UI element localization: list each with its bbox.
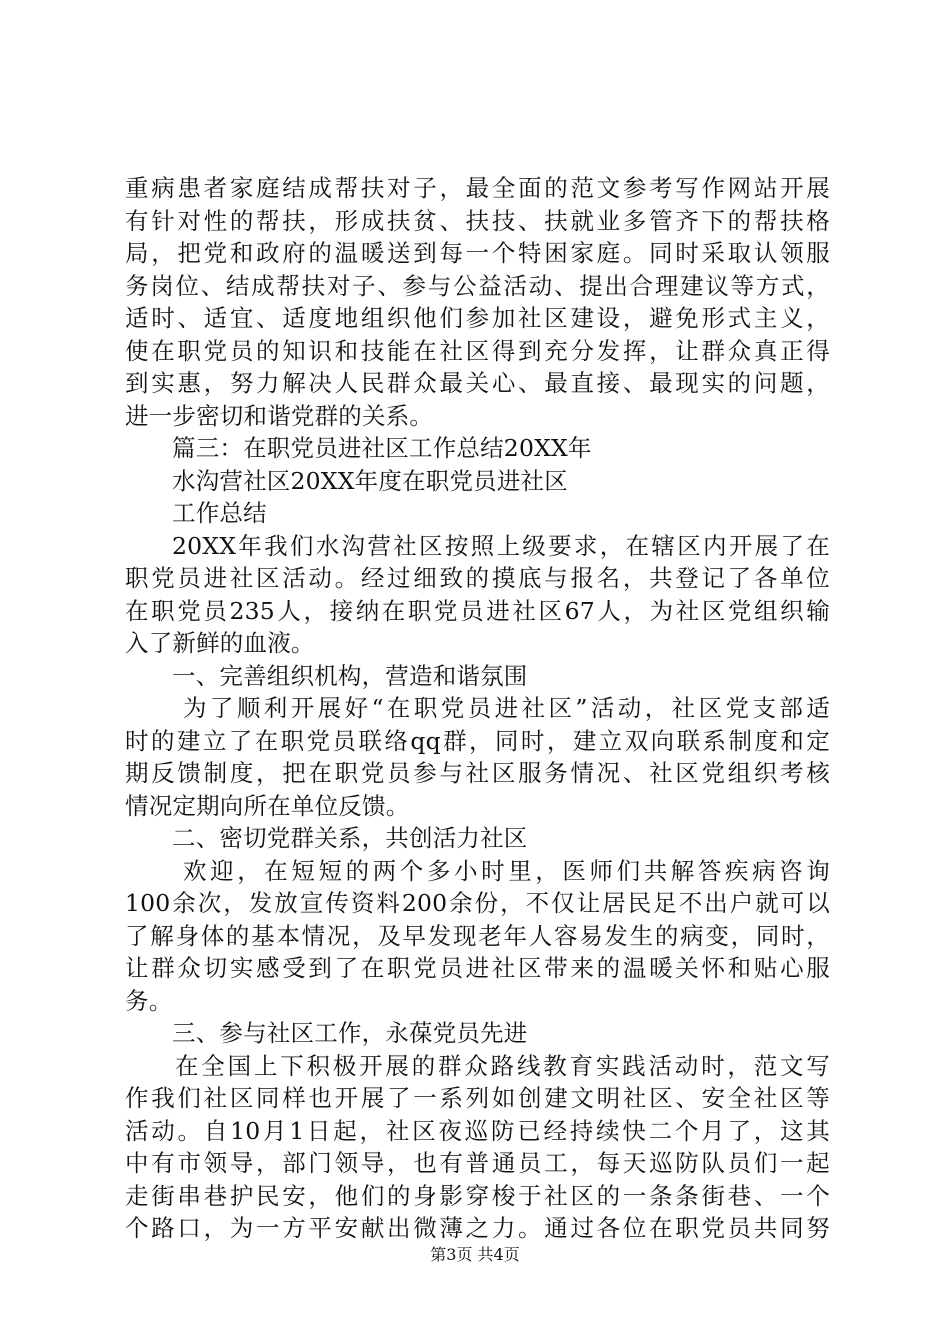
paragraph-line: 重病患者家庭结成帮扶对子，最全面的范文参考写作网站开展 (125, 174, 830, 202)
paragraph-line: 有针对性的帮扶，形成扶贫、扶技、扶就业多管齐下的帮扶格 (125, 206, 830, 235)
paragraph-line: 入了新鲜的血液。 (125, 629, 315, 657)
paragraph-line: 职党员进社区活动。经过细致的摸底与报名，共登记了各单位 (125, 564, 830, 592)
paragraph-line: 务。 (125, 986, 173, 1015)
paragraph-line: 活动。自10月1日起，社区夜巡防已经持续快二个月了，这其 (125, 1116, 830, 1145)
paragraph-line: 走街串巷护民安，他们的身影穿梭于社区的一条条街巷、一个 (125, 1181, 830, 1210)
paragraph-line: 100余次，发放宣传资料200余份，不仅让居民足不出户就可以 (125, 889, 830, 917)
document-subtitle: 工作总结 (172, 499, 267, 527)
paragraph-line: 了解身体的基本情况，及早发现老年人容易发生的病变，同时， (125, 921, 830, 950)
paragraph-line: 局，把党和政府的温暖送到每一个特困家庭。同时采取认领服 (125, 239, 830, 267)
document-title: 水沟营社区20XX年度在职党员进社区 (172, 466, 568, 495)
section-heading: 二、密切党群关系，共创活力社区 (172, 824, 528, 852)
section-heading: 篇三：在职党员进社区工作总结20XX年 (172, 434, 592, 462)
paragraph-line: 适时、适宜、适度地组织他们参加社区建设，避免形式主义， (125, 304, 830, 332)
paragraph-line: 20XX年我们水沟营社区按照上级要求，在辖区内开展了在 (172, 531, 830, 560)
section-heading: 一、完善组织机构，营造和谐氛围 (172, 661, 528, 690)
page-footer: 第3页 共4页 (430, 1245, 520, 1264)
section-heading: 三、参与社区工作，永葆党员先进 (172, 1019, 528, 1047)
paragraph-line: 作我们社区同样也开展了一系列如创建文明社区、安全社区等 (125, 1084, 830, 1112)
paragraph-line: 在全国上下积极开展的群众路线教育实践活动时，范文写 (175, 1051, 830, 1080)
paragraph-line: 情况定期向所在单位反馈。 (125, 791, 410, 820)
paragraph-line: 个路口，为一方平安献出微薄之力。通过各位在职党员共同努 (125, 1214, 830, 1242)
paragraph-line: 在职党员235人，接纳在职党员进社区67人，为社区党组织输 (125, 596, 830, 625)
paragraph-line: 到实惠，努力解决人民群众最关心、最直接、最现实的问题， (125, 369, 830, 397)
paragraph-line: 为了顺利开展好“在职党员进社区”活动，社区党支部适 (183, 694, 830, 722)
paragraph-line: 使在职党员的知识和技能在社区得到充分发挥，让群众真正得 (125, 336, 830, 365)
document-body (125, 172, 830, 1245)
paragraph-line: 进一步密切和谐党群的关系。 (125, 401, 434, 430)
paragraph-line: 期反馈制度，把在职党员参与社区服务情况、社区党组织考核 (125, 759, 830, 787)
paragraph-line: 中有市领导，部门领导，也有普通员工，每天巡防队员们一起 (125, 1149, 830, 1177)
paragraph-line: 时的建立了在职党员联络qq群，同时，建立双向联系制度和定 (125, 726, 830, 755)
paragraph-line: 让群众切实感受到了在职党员进社区带来的温暖关怀和贴心服 (125, 954, 830, 982)
paragraph-line: 欢迎，在短短的两个多小时里，医师们共解答疾病咨询 (183, 856, 830, 885)
paragraph-line: 务岗位、结成帮扶对子、参与公益活动、提出合理建议等方式， (125, 271, 830, 300)
